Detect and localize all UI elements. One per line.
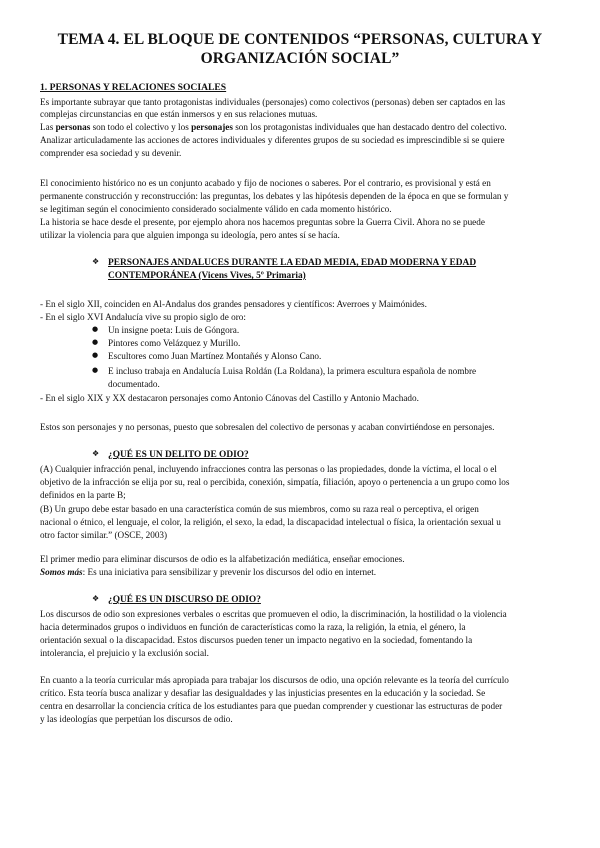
paragraph-line: (A) Cualquier infracción penal, incluyendo infracciones contra las personas o las propiedades, donde la víctima, el local o el (40, 464, 497, 474)
paragraph-line: hacia determinados grupos o individuos en función de características como la raza, la religión, la etnia, el género, la (40, 622, 466, 632)
paragraph-line: nacional o étnico, el lenguaje, el color, la religión, el sexo, la edad, la discapacidad intelectual o física, la orientación sexual u (40, 517, 501, 527)
title-line-2: ORGANIZACIÓN SOCIAL” (200, 50, 400, 67)
list-item: - En el siglo XVI Andalucía vive su propio siglo de oro: (40, 312, 246, 322)
bold-term: personas (55, 122, 91, 132)
bullet-item-continued: documentado. (108, 379, 160, 389)
paragraph-line: orientación sexual o la discapacidad. Estos discursos pueden tener un impacto negativo en la sociedad, fomentando la (40, 635, 473, 645)
bullet-icon: ● (92, 351, 99, 359)
page-title (40, 30, 560, 68)
paragraph-line: Los discursos de odio son expresiones verbales o escritas que promueven el odio, la discriminación, la hostilidad o la violencia (40, 609, 507, 619)
paragraph-line: Es importante subrayar que tanto protagonistas individuales (personajes) como colectivos (personas) deben ser captados en las (40, 97, 506, 107)
bullet-icon: ● (92, 325, 99, 333)
paragraph-line: intolerancia, el prejuicio y la exclusión social. (40, 648, 209, 658)
paragraph-line: se legitiman según el conocimiento considerado socialmente válido en cada momento histórico. (40, 204, 392, 214)
paragraph-line: El conocimiento histórico no es un conjunto acabado y fijo de nociones o saberes. Por el contrario, es provisional y está en (40, 178, 491, 188)
paragraph-line: crítico. Esta teoría busca analizar y desafiar las desigualdades y las injusticias presentes en la educación y la sociedad. Se (40, 688, 486, 698)
bold-term: personajes (191, 122, 233, 132)
paragraph-line: Somos más: Es una iniciativa para sensibilizar y prevenir los discursos del odio en internet. (40, 567, 377, 577)
paragraph-line: Analizar articuladamente las acciones de actores individuales y diferentes grupos de su sociedad es imprescindible si se quiere (40, 135, 505, 145)
paragraph-line: definidos en la parte B; (40, 490, 126, 500)
list-item: - En el siglo XII, coinciden en Al-Andalus dos grandes pensadores y científicos: Averroes y Maimónides. (40, 299, 427, 309)
title-line-1: TEMA 4. EL BLOQUE DE CONTENIDOS “PERSONAS, CULTURA Y (57, 31, 543, 48)
paragraph-line: objetivo de la infracción se elija por su, real o percibida, conexión, simpatía, filiación, apoyo o pertenencia a un grupo como los (40, 477, 510, 487)
paragraph-line: comprender esa sociedad y su devenir. (40, 148, 182, 158)
bullet-item: E incluso trabaja en Andalucía Luisa Roldán (La Roldana), la primera escultura española de nombre (108, 366, 477, 376)
paragraph-line: utilizar la violencia para que alguien imponga su ideología, pero antes sí se hacía. (40, 230, 340, 240)
section-heading-delito-odio: ¿QUÉ ES UN DELITO DE ODIO? (108, 450, 249, 460)
section-heading-personajes: CONTEMPORÁNEA (Vicens Vives, 5º Primaria) (108, 271, 306, 281)
diamond-bullet-icon: ❖ (92, 257, 100, 266)
section-heading-personas: 1. PERSONAS Y RELACIONES SOCIALES (40, 82, 227, 93)
paragraph-line: (B) Un grupo debe estar basado en una característica común de sus miembros, como su raza real o perceptiva, el origen (40, 504, 479, 514)
list-item: - En el siglo XIX y XX destacaron personajes como Antonio Cánovas del Castillo y Antonio Machado. (40, 393, 419, 403)
bullet-item: Escultores como Juan Martínez Montañés y Alonso Cano. (108, 351, 322, 361)
diamond-bullet-icon: ❖ (92, 594, 100, 603)
paragraph-line: La historia se hace desde el presente, por ejemplo ahora nos hacemos preguntas sobre la Guerra Civil. Ahora no se puede (40, 217, 485, 227)
paragraph-line: permanente construcción y reconstrucción: las preguntas, los debates y las hipótesis dependen de la época en que se formulan y (40, 191, 509, 201)
paragraph-line: Estos son personajes y no personas, puesto que sobresalen del colectivo de personas y acaban convirtiéndose en personajes. (40, 422, 495, 432)
section-heading-discurso-odio: ¿QUÉ ES UN DISCURSO DE ODIO? (108, 595, 261, 605)
paragraph-line: centra en desarrollar la conciencia crítica de los estudiantes para que puedan comprender y cuestionar las estructuras de poder (40, 701, 503, 711)
bullet-item: Pintores como Velázquez y Murillo. (108, 338, 241, 348)
bullet-item: Un insigne poeta: Luis de Góngora. (108, 325, 240, 335)
initiative-name: Somos más (40, 567, 83, 577)
paragraph-line: Las personas son todo el colectivo y los personajes son los protagonistas individuales que han destacado dentro del colectivo. (40, 122, 507, 132)
section-heading-personajes: PERSONAJES ANDALUCES DURANTE LA EDAD MEDIA, EDAD MODERNA Y EDAD (108, 258, 477, 268)
paragraph-line: y las ideologías que perpetúan los discursos de odio. (40, 714, 233, 724)
diamond-bullet-icon: ❖ (92, 449, 100, 458)
paragraph-line: En cuanto a la teoría curricular más apropiada para trabajar los discursos de odio, una opción relevante es la teoría del currículo (40, 675, 509, 685)
paragraph-line: otro factor similar.” (OSCE, 2003) (40, 530, 168, 540)
paragraph-line: complejas circunstancias en que están inmersos y en sus relaciones mutuas. (40, 109, 318, 119)
bullet-icon: ● (92, 338, 99, 346)
paragraph-line: El primer medio para eliminar discursos de odio es la alfabetización mediática, enseñar emociones. (40, 554, 405, 564)
bullet-icon: ● (92, 366, 99, 374)
